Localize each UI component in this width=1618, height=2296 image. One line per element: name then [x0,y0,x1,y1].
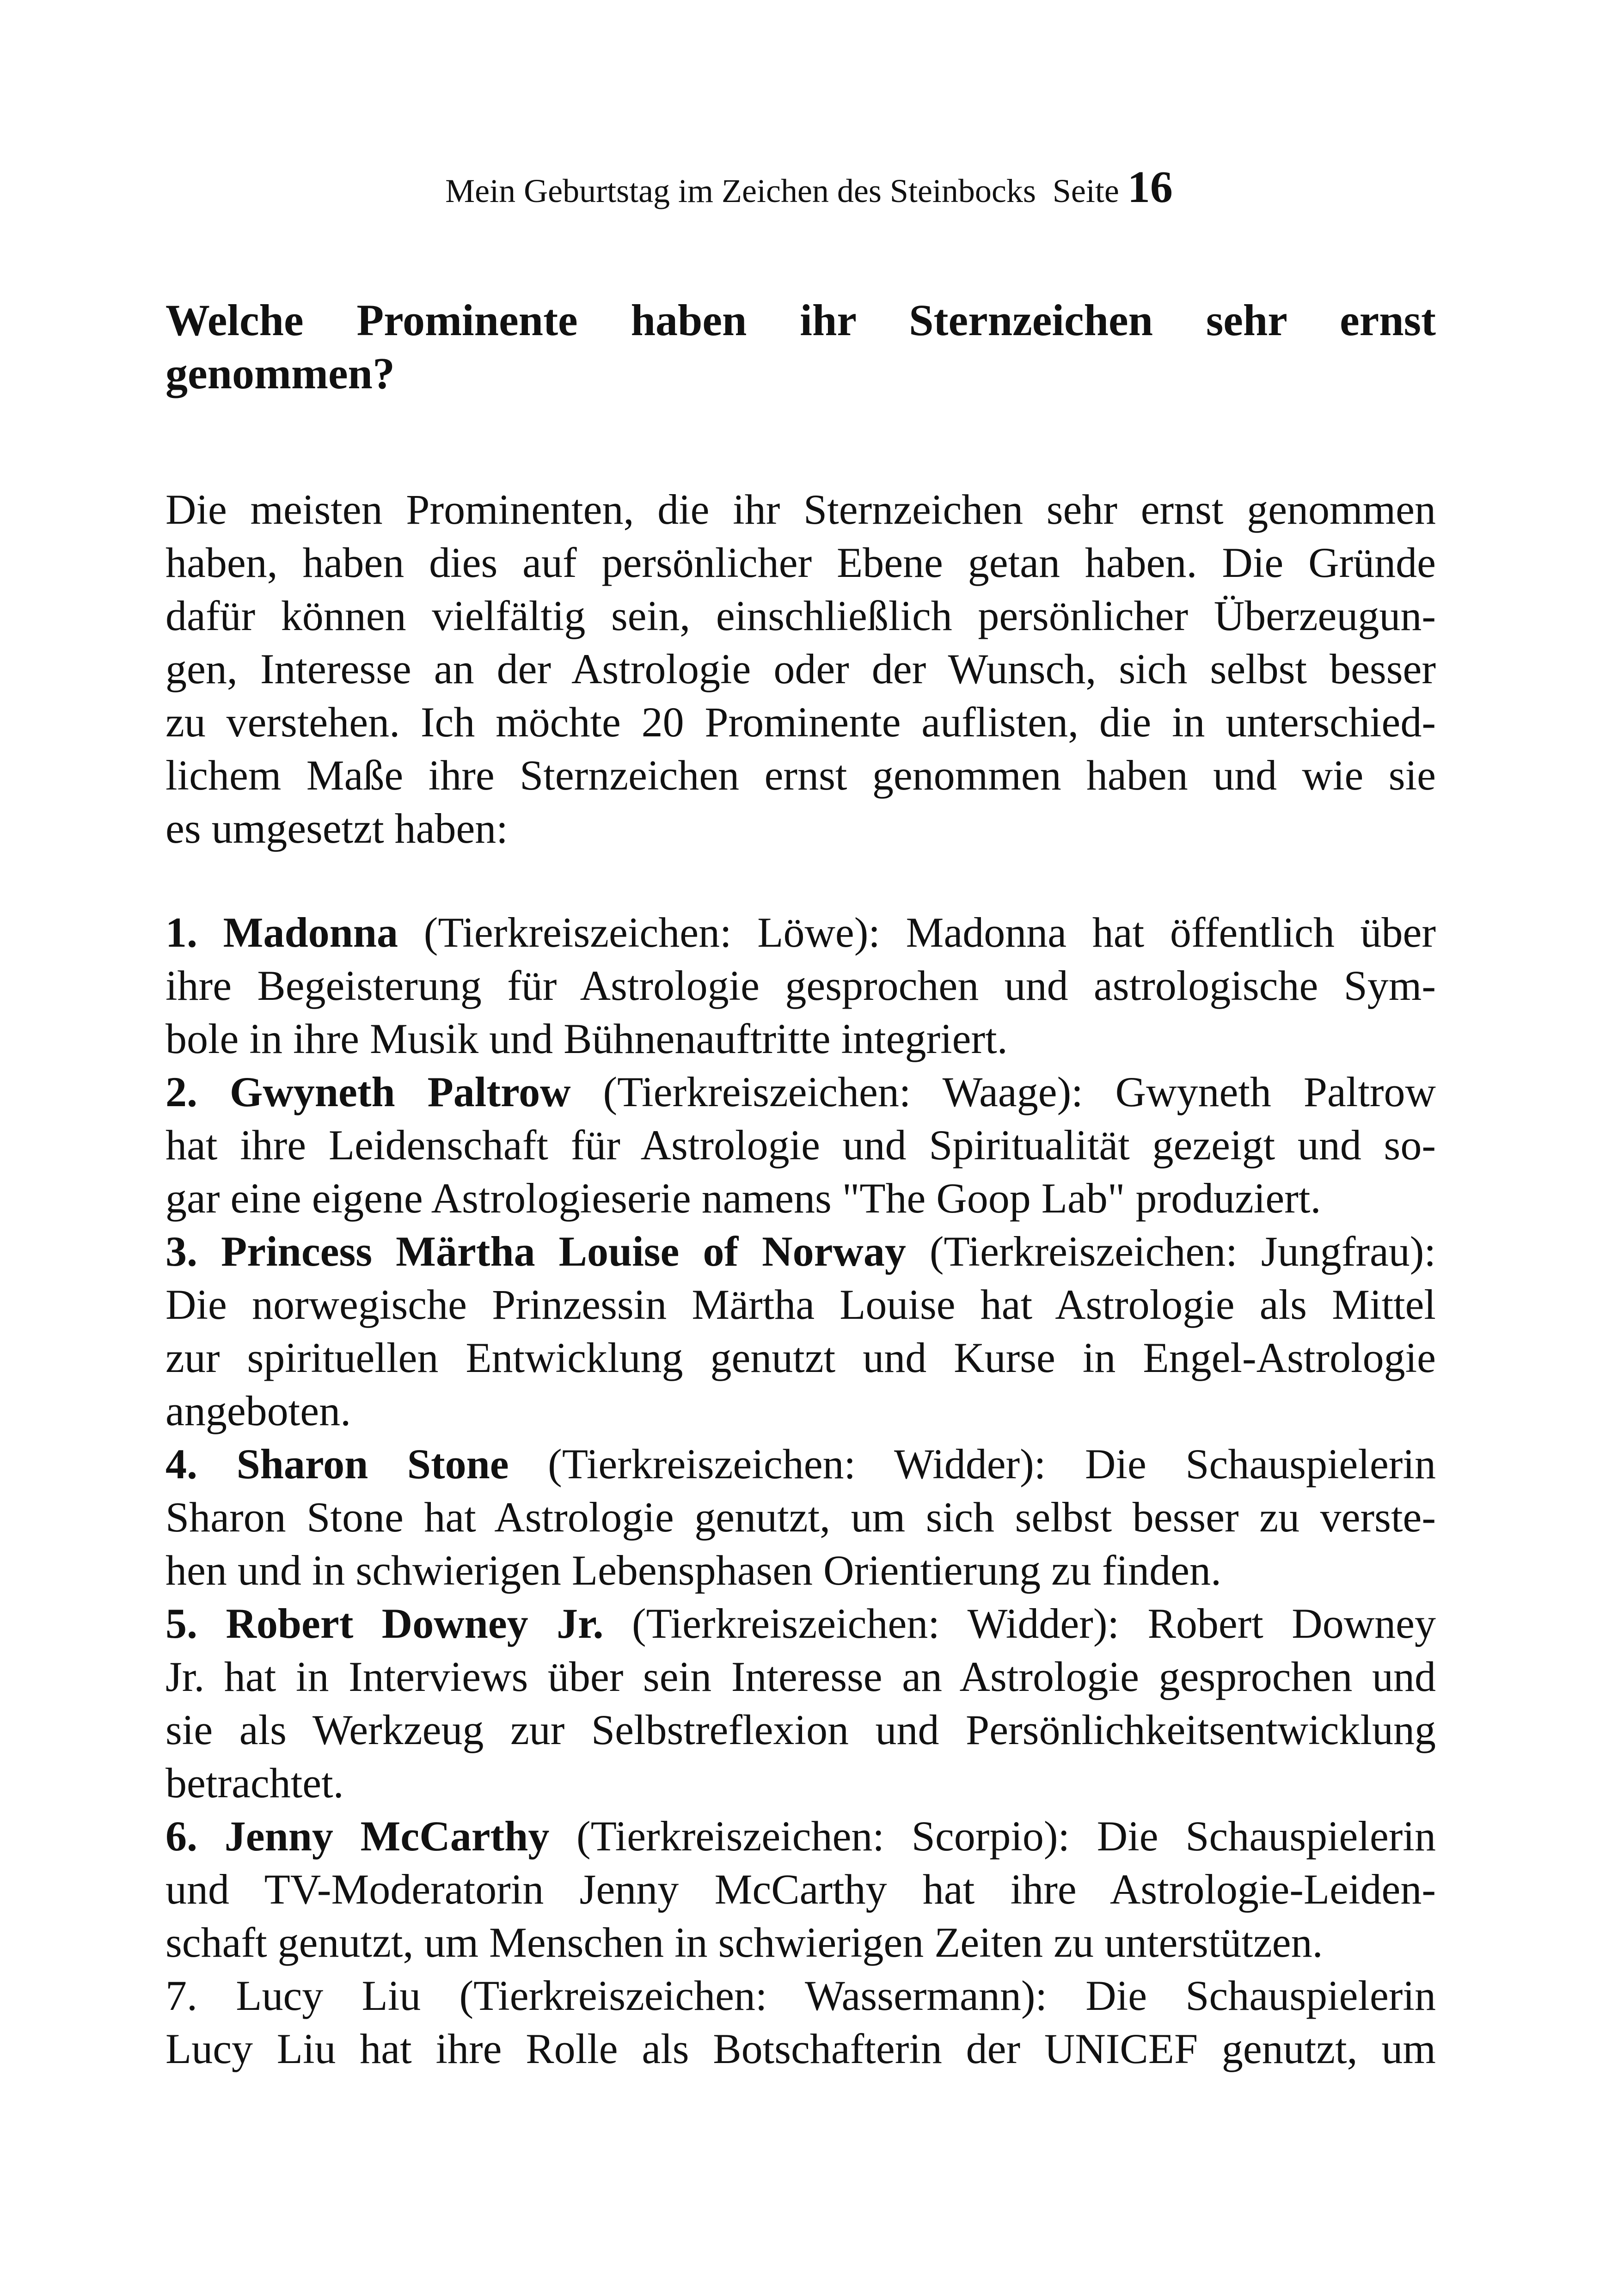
celebrity-name: 5. Robert Downey Jr. [165,1600,604,1647]
list-item-line: und TV-Moderatorin Jenny McCarthy hat ihre Astrologie-Leiden- [165,1866,1436,1913]
heading-line: Welche Prominente haben ihr Sternzeichen sehr ernst [165,295,1436,345]
list-item-line: hat ihre Leidenschaft für Astrologie und Spiritualität gezeigt und so- [165,1121,1436,1169]
paragraph-line: zu verstehen. Ich möchte 20 Prominente auflisten, die in unterschied- [165,698,1436,746]
paragraph-line: gen, Interesse an der Astrologie oder der Wunsch, sich selbst besser [165,645,1436,692]
list-item [165,1438,1436,1597]
running-header [0,164,1618,214]
list-item-line: 2. Gwyneth Paltrow (Tierkreiszeichen: Waage): Gwyneth Paltrow [165,1068,1436,1115]
list-item [165,1810,1436,1969]
list-item-line: Lucy Liu hat ihre Rolle als Botschafterin der UNICEF genutzt, um [165,2025,1436,2072]
list-item [165,1969,1436,2076]
list-item-line: schaft genutzt, um Menschen in schwierigen Zeiten zu unterstützen. [165,1919,1323,1966]
list-item-line: angeboten. [165,1387,351,1434]
list-item-line: Sharon Stone hat Astrologie genutzt, um sich selbst besser zu verste- [165,1494,1436,1541]
list-item-line: 6. Jenny McCarthy (Tierkreiszeichen: Scorpio): Die Schauspielerin [165,1812,1436,1860]
list-item-line: Jr. hat in Interviews über sein Interesse an Astrologie gesprochen und [165,1653,1436,1700]
list-item-line: ihre Begeisterung für Astrologie gesprochen und astrologische Sym- [165,962,1436,1009]
list-item-line: betrachtet. [165,1759,344,1806]
celebrity-name: 2. Gwyneth Paltrow [165,1068,571,1115]
celebrity-list [165,906,1436,2076]
list-item [165,1597,1436,1810]
celebrity-name: 6. Jenny McCarthy [165,1812,550,1860]
list-item-line: sie als Werkzeug zur Selbstreflexion und Persönlichkeitsentwicklung [165,1706,1436,1753]
list-item [165,1225,1436,1438]
list-item-line: 1. Madonna (Tierkreiszeichen: Löwe): Madonna hat öffentlich über [165,909,1436,956]
page-content [165,294,1436,2072]
list-item-line: bole in ihre Musik und Bühnenauftritte integriert. [165,1015,1008,1062]
heading-line: genommen? [165,349,395,398]
paragraph-line: haben, haben dies auf persönlicher Ebene getan haben. Die Gründe [165,539,1436,586]
page-label: Seite [1052,172,1119,209]
running-title: Mein Geburtstag im Zeichen des Steinbocks [445,172,1036,209]
celebrity-name: 1. Madonna [165,909,398,956]
paragraph-line: lichem Maße ihre Sternzeichen ernst genommen haben und wie sie [165,752,1436,799]
paragraph-line: es umgesetzt haben: [165,805,508,852]
paragraph-line: Die meisten Prominenten, die ihr Sternzeichen sehr ernst genommen [165,486,1436,533]
list-item-line: 5. Robert Downey Jr. (Tierkreiszeichen: Widder): Robert Downey [165,1600,1436,1647]
list-item-line: 3. Princess Märtha Louise of Norway (Tierkreiszeichen: Jungfrau): [165,1228,1436,1275]
list-item [165,1065,1436,1225]
list-item [165,906,1436,1065]
celebrity-name: 3. Princess Märtha Louise of Norway [165,1228,906,1275]
list-item-line: hen und in schwierigen Lebensphasen Orientierung zu finden. [165,1547,1221,1594]
section-heading [165,294,1436,400]
paragraph-line: dafür können vielfältig sein, einschließlich persönlicher Überzeugun- [165,592,1436,639]
page-number: 16 [1127,162,1173,212]
list-item-line: gar eine eigene Astrologieserie namens "The Goop Lab" produziert. [165,1175,1321,1222]
list-item-line: Die norwegische Prinzessin Märtha Louise hat Astrologie als Mittel [165,1281,1436,1328]
list-item-line: zur spirituellen Entwicklung genutzt und Kurse in Engel-Astrologie [165,1334,1436,1381]
intro-paragraph [165,483,1436,855]
celebrity-name: 4. Sharon Stone [165,1440,509,1488]
list-item-line: 4. Sharon Stone (Tierkreiszeichen: Widder): Die Schauspielerin [165,1440,1436,1488]
list-item-line: 7. Lucy Liu (Tierkreiszeichen: Wassermann): Die Schauspielerin [165,1972,1436,2019]
